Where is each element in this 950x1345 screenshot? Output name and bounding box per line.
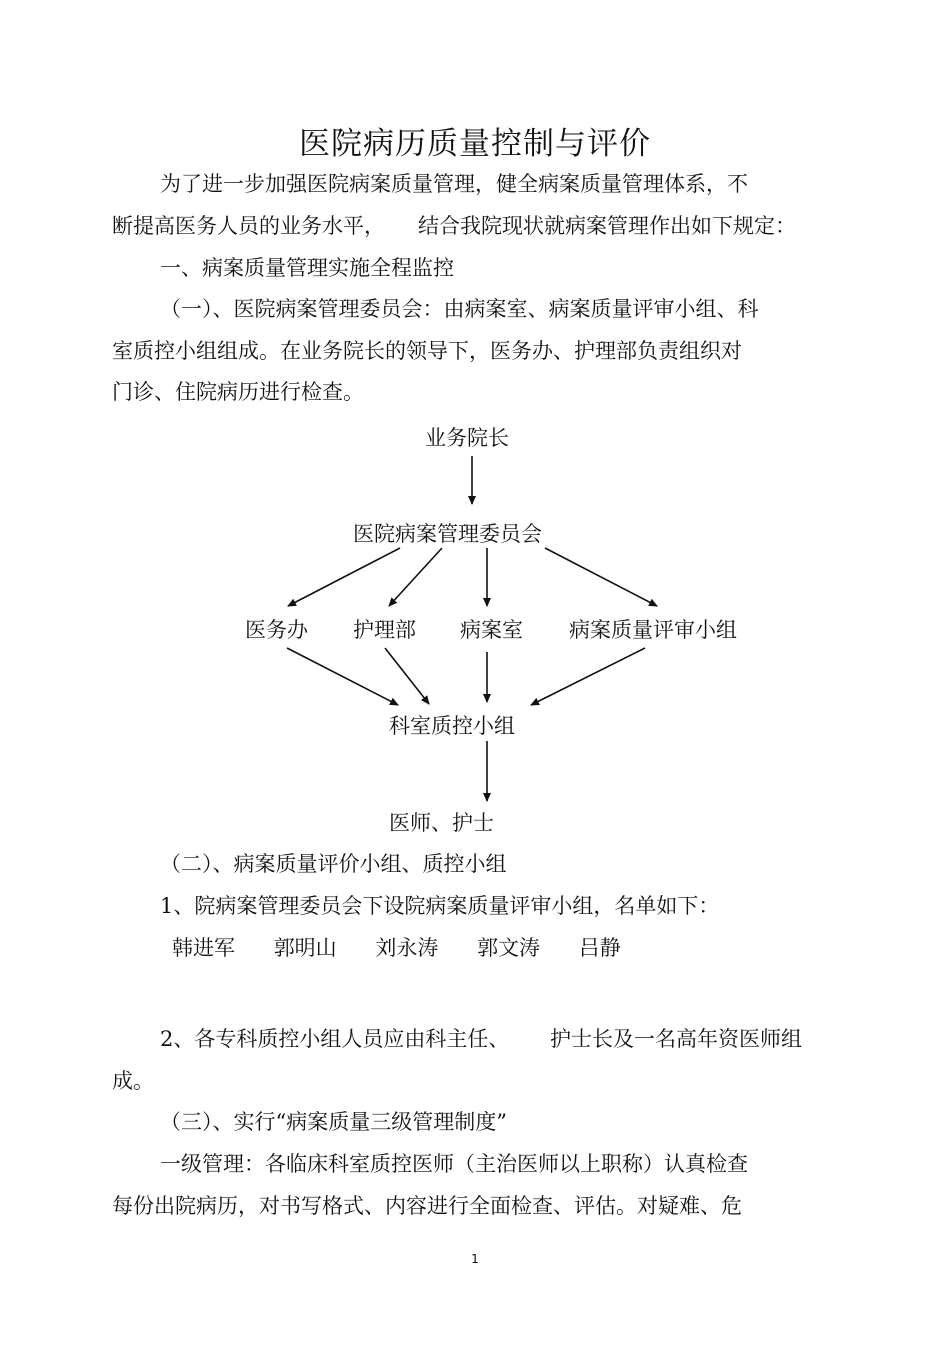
member-name: 郭文涛 [477, 936, 541, 960]
org-node-bottom: 医师、护士 [389, 811, 494, 835]
sub3-heading: （三）、实行“病案质量三级管理制度” [160, 1110, 507, 1134]
member-name: 刘永涛 [375, 936, 439, 960]
arrow-pingshen-to-group [531, 648, 645, 705]
member-name: 吕静 [578, 936, 621, 960]
org-node-group: 科室质控小组 [389, 714, 515, 738]
intro-line-2a: 断提高医务人员的业务水平， [112, 214, 385, 238]
arrow-yiwuban-to-group [287, 648, 398, 705]
sub1-line-1: （一）、医院病案管理委员会：由病案室、病案质量评审小组、科 [160, 297, 759, 321]
sub1-line-2: 室质控小组组成。在业务院长的领导下，医务办、护理部负责组织对 [112, 339, 742, 363]
page-number: 1 [471, 1252, 479, 1266]
org-node-yiwuban: 医务办 [245, 618, 308, 642]
sub2-item-2b: 护士长及一名高年资医师组 [550, 1027, 802, 1051]
org-node-pingshen: 病案质量评审小组 [569, 618, 737, 642]
sub2-heading: （二）、病案质量评价小组、质控小组 [160, 852, 507, 876]
sub2-item-2a: 2、各专科质控小组人员应由科主任、 [160, 1027, 510, 1051]
arrow-committee-to-pingshen [545, 548, 657, 606]
section1-heading: 一、病案质量管理实施全程监控 [160, 256, 454, 280]
intro-line-1: 为了进一步加强医院病案质量管理，健全病案质量管理体系，不 [160, 172, 748, 196]
page-title: 医院病历质量控制与评价 [299, 126, 651, 162]
review-group-names [172, 938, 653, 959]
sub3-line-1: 一级管理：各临床科室质控医师（主治医师以上职称）认真检查 [160, 1152, 748, 1176]
arrow-committee-to-hulibu [389, 548, 442, 606]
arrow-committee-to-yiwuban [288, 548, 400, 606]
arrow-hulibu-to-group [385, 648, 429, 704]
org-node-hulibu: 护理部 [353, 618, 416, 642]
org-node-binganshi: 病案室 [460, 618, 523, 642]
member-name: 韩进军 [172, 936, 235, 960]
sub1-line-3: 门诊、住院病历进行检查。 [112, 380, 364, 404]
sub3-line-2: 每份出院病历，对书写格式、内容进行全面检查、评估。对疑难、危 [112, 1194, 742, 1218]
org-node-committee: 医院病案管理委员会 [353, 522, 542, 546]
member-name: 郭明山 [273, 936, 337, 960]
sub2-item-2c: 成。 [112, 1069, 154, 1093]
sub2-item-1: 1、院病案管理委员会下设院病案质量评审小组，名单如下： [160, 894, 720, 918]
org-node-top: 业务院长 [425, 426, 509, 450]
intro-line-2b: 结合我院现状就病案管理作出如下规定： [418, 214, 796, 238]
